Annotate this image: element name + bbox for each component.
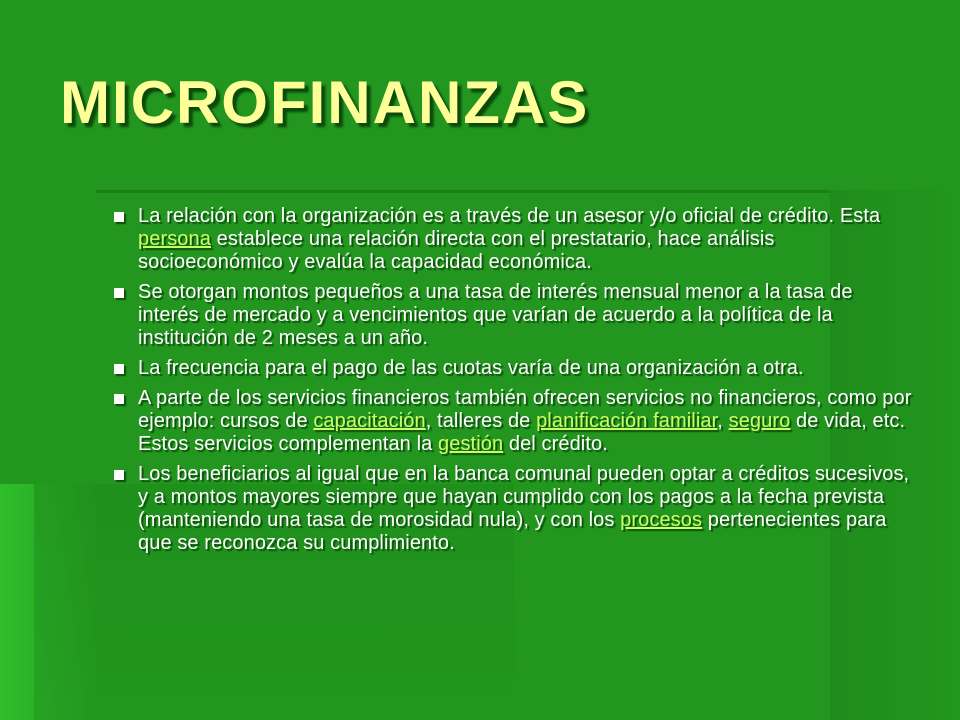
bullet-text-segment: Se otorgan montos pequeños a una tasa de interés mensual menor a la tasa de interés de mercado y a vencimientos que varían de acuerdo a la política de la institución de 2 meses a un año. [138, 281, 853, 349]
bullet-text-segment: Los beneficiarios al igual que en la banca comunal pueden optar a créditos sucesivos, y a montos mayores siempre que hayan cumplido con los pagos a la fecha prevista (manteniendo una tasa de morosidad nula), y con los [138, 463, 910, 531]
slide-title: MICROFINANZAS [60, 69, 590, 136]
bullet-text [138, 387, 912, 456]
bullet-text-segment: de vida, etc. Estos servicios complementan la [138, 410, 906, 455]
hyperlink[interactable]: seguro [728, 410, 791, 432]
hyperlink[interactable]: persona [138, 228, 211, 250]
square-bullet-icon [114, 288, 124, 298]
bullet-item [112, 205, 912, 274]
hyperlink[interactable]: procesos [620, 509, 703, 531]
bullet-list [112, 205, 912, 562]
bullet-text-segment: La frecuencia para el pago de las cuotas varía de una organización a otra. [138, 357, 804, 379]
hyperlink[interactable]: capacitación [313, 410, 426, 432]
square-bullet-icon [114, 364, 124, 374]
bullet-text-segment: A parte de los servicios financieros también ofrecen servicios no financieros, como por ejemplo: cursos de [138, 387, 912, 432]
bullet-text [138, 205, 912, 274]
decorative-divider-line [96, 190, 830, 193]
bullet-text [138, 463, 912, 555]
square-bullet-icon [114, 212, 124, 222]
bullet-text-segment: , talleres de [425, 410, 537, 432]
square-bullet-icon [114, 394, 124, 404]
hyperlink[interactable]: gestión [438, 433, 504, 455]
square-bullet-icon [114, 470, 124, 480]
bullet-text [138, 281, 912, 350]
bullet-text-segment: del crédito. [503, 433, 608, 455]
bullet-item [112, 357, 912, 380]
bullet-text-segment: establece una relación directa con el prestatario, hace análisis socioeconómico y evalúa la capacidad económica. [138, 228, 775, 273]
bullet-text-segment: pertenecientes para que se reconozca su cumplimiento. [138, 509, 887, 554]
bullet-text [138, 357, 804, 380]
bullet-text-segment: La relación con la organización es a través de un asesor y/o oficial de crédito. Esta [138, 205, 881, 227]
bullet-item [112, 387, 912, 456]
bullet-text-segment: , [717, 410, 729, 432]
bullet-item [112, 281, 912, 350]
hyperlink[interactable]: planificación familiar [536, 410, 718, 432]
bullet-item [112, 463, 912, 555]
